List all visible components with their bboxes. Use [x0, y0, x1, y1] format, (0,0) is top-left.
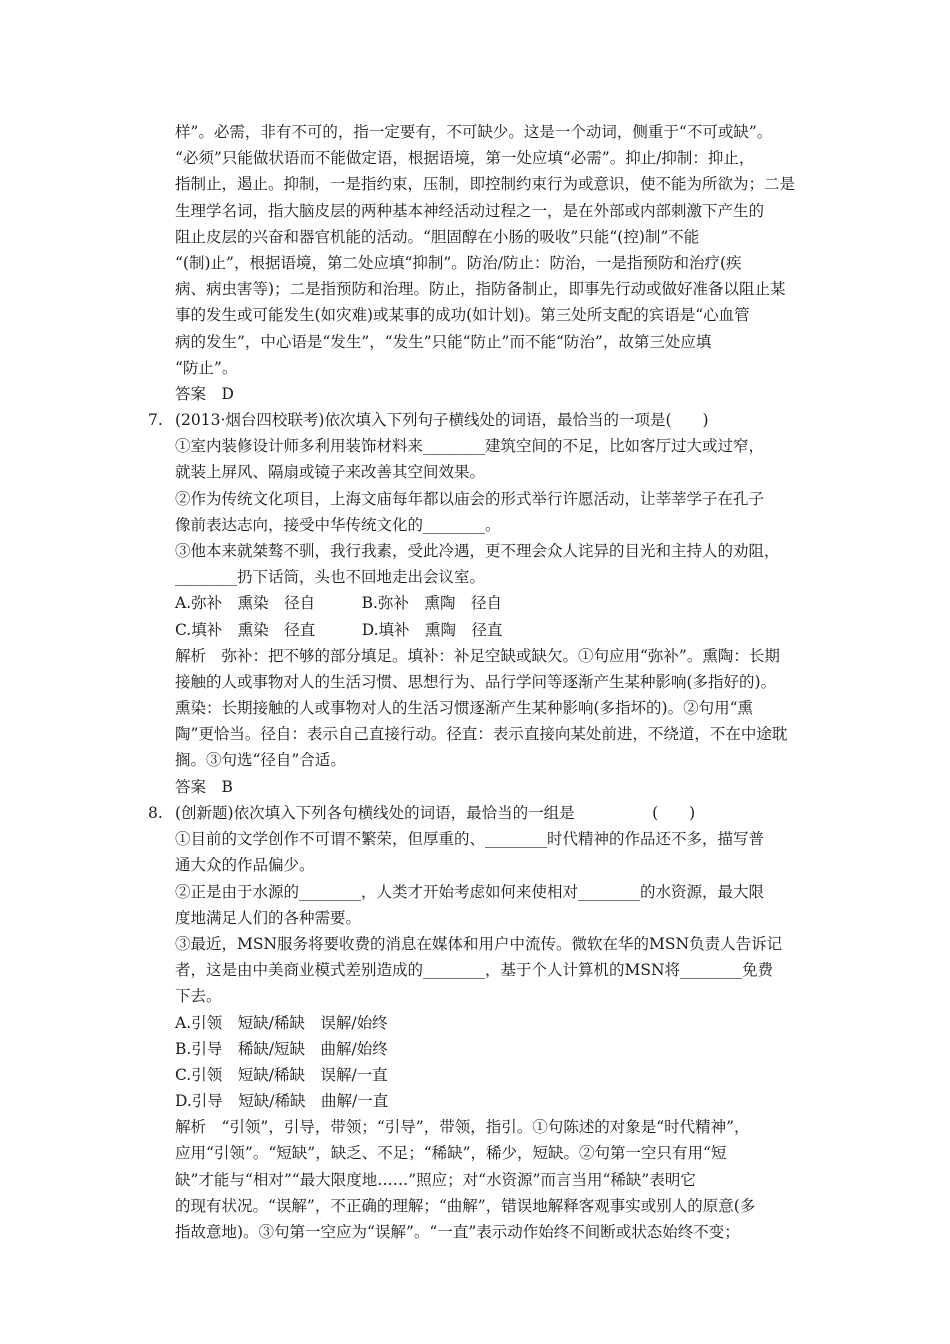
question-8: [175, 800, 815, 1245]
q6-line: “防止”。: [175, 358, 238, 377]
q6-line: 生理学名词，指大脑皮层的两种基本神经活动过程之一，是在外部或内部刺激下产生的: [175, 201, 765, 220]
q6-line: 事的发生或可能发生(如灾难)或某事的成功(如计划)。第三处所支配的宾语是“心血管: [175, 306, 750, 325]
q7-options-row: A.弥补 熏染 径自 B.弥补 熏陶 径自: [175, 594, 502, 613]
q6-line: 阻止皮层的兴奋和器官机能的活动。“胆固醇在小肠的吸收”只能“(控)制”不能: [175, 227, 700, 246]
q8-analysis-line: 缺”才能与“相对”“最大限度地……”照应；对“水资源”而言当用“稀缺”表明它: [175, 1170, 696, 1189]
q8-stem: (创新题)依次填入下列各句横线处的词语，最恰当的一组是 ( ): [175, 804, 696, 822]
q7-analysis-line: 陶”更恰当。径自：表示自己直接行动。径直：表示直接向某处前进，不绕道，不在中途耽: [175, 725, 788, 744]
q8-option: D.引导 短缺/稀缺 曲解/一直: [175, 1092, 389, 1111]
q7-sentence: ②作为传统文化项目，上海文庙每年都以庙会的形式举行许愿活动，让莘莘学子在孔子: [175, 489, 765, 508]
q8-option: A.引领 短缺/稀缺 误解/始终: [175, 1013, 388, 1032]
q7-sentence: ③他本来就桀骜不驯，我行我素，受此冷遇，更不理会众人诧异的目光和主持人的劝阻，: [175, 541, 780, 560]
q8-sentence: 下去。: [175, 987, 222, 1006]
q6-line: 指制止，遏止。抑制，一是指约束，压制，即控制约束行为或意识，使不能为所欲为；二是: [175, 175, 796, 194]
q6-line: 病、病虫害等)；二是指预防和治理。防止，指防备制止，即事先行动或做好准备以阻止某: [175, 280, 786, 299]
q8-sentence: ②正是由于水源的________，人类才开始考虑如何来使相对________的水资源，最大限: [175, 882, 765, 901]
q8-option: C.引领 短缺/稀缺 误解/一直: [175, 1065, 388, 1084]
q6-line: 样”。必需，非有不可的，指一定要有，不可缺少。这是一个动词，侧重于“不可或缺”。: [175, 123, 773, 141]
q6-analysis-continuation: [175, 119, 815, 407]
q7-analysis-line: 熏染：长期接触的人或事物对人的生活习惯逐渐产生某种影响(多指坏的)。②句用“熏: [175, 699, 754, 718]
q6-line: “(制)止”，根据语境，第二处应填“抑制”。防治/防止：防治，一是指预防和治疗(疾: [175, 253, 742, 272]
q8-sentence: ①目前的文学创作不可谓不繁荣，但厚重的、________时代精神的作品还不多，描写普: [175, 830, 765, 849]
q8-number: 8.: [148, 804, 163, 822]
q6-line: 病的发生”，中心语是“发生”，“发生”只能“防止”而不能“防治”，故第三处应填: [175, 332, 712, 351]
q8-sentence: ③最近，MSN服务将要收费的消息在媒体和用户中流传。微软在华的MSN负责人告诉记: [175, 934, 783, 953]
q7-sentence: 像前表达志向，接受中华传统文化的________。: [175, 515, 501, 534]
q7-analysis-line: 解析 弥补：把不够的部分填足。填补：补足空缺或缺欠。①句应用“弥补”。熏陶：长期: [175, 646, 780, 665]
q6-answer: 答案 D: [175, 384, 234, 403]
q8-sentence: 度地满足人们的各种需要。: [175, 908, 362, 927]
q7-options-row: C.填补 熏染 径直 D.填补 熏陶 径直: [175, 620, 503, 639]
q8-analysis-line: 解析 “引领”，引导，带领；“引导”，带领，指引。①句陈述的对象是“时代精神”，: [175, 1118, 750, 1137]
q7-sentence: ________扔下话筒，头也不回地走出会议室。: [175, 568, 486, 587]
q8-analysis-line: 应用“引领”。“短缺”，缺乏、不足；“稀缺”，稀少，短缺。②句第一空只有用“短: [175, 1144, 727, 1163]
q8-sentence: 通大众的作品偏少。: [175, 856, 315, 875]
q8-analysis-line: 的现有状况。“误解”，不正确的理解；“曲解”，错误地解释客观事实或别人的原意(多: [175, 1196, 756, 1215]
q8-option: B.引导 稀缺/短缺 曲解/始终: [175, 1039, 388, 1058]
q7-sentence: ①室内装修设计师多利用装饰材料来________建筑空间的不足，比如客厅过大或过窄，: [175, 437, 765, 456]
q7-number: 7.: [148, 411, 163, 429]
q7-sentence: 就装上屏风、隔扇或镜子来改善其空间效果。: [175, 463, 486, 482]
q7-stem: (2013·烟台四校联考)依次填入下列句子横线处的词语，最恰当的一项是( ): [175, 411, 709, 429]
q8-sentence: 者，这是由中美商业模式差别造成的________，基于个人计算机的MSN将________免费: [175, 961, 774, 980]
question-7: [175, 407, 815, 800]
q8-analysis-line: 指故意地)。③句第一空应为“误解”。“一直”表示动作始终不间断或状态始终不变；: [175, 1223, 740, 1241]
q6-line: “必须”只能做状语而不能做定语，根据语境，第一处应填“必需”。抑止/抑制：抑止，: [175, 149, 755, 168]
q7-answer: 答案 B: [175, 777, 233, 796]
q7-analysis-line: 接触的人或事物对人的生活习惯、思想行为、品行学问等逐渐产生某种影响(多指好的)。: [175, 672, 777, 691]
q7-analysis-line: 搁。③句选“径自”合适。: [175, 751, 346, 770]
